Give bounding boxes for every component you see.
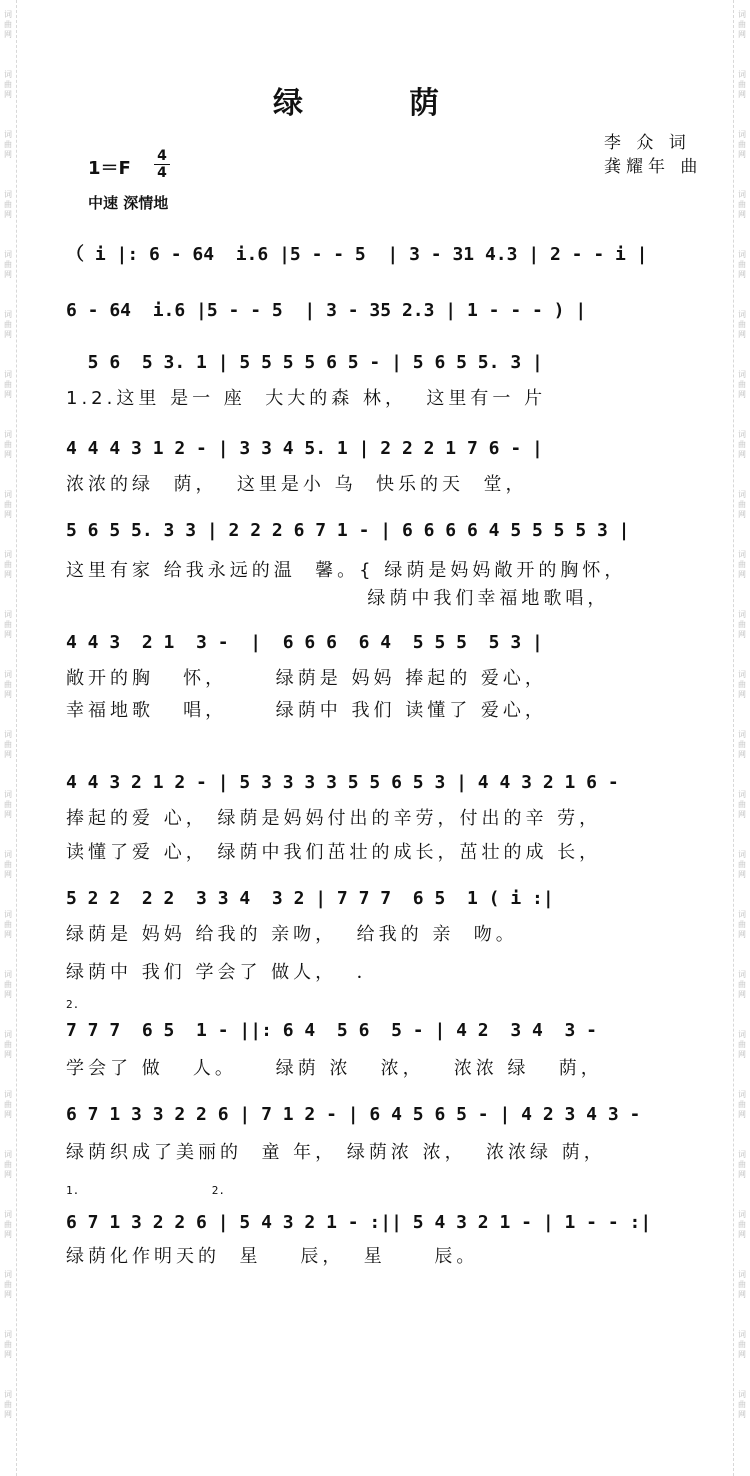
lyric-line: 幸福地歌 唱， 绿荫中 我们 读懂了 爱心， (66, 700, 547, 721)
lyric-line: 这里有家 给我永远的温 馨。{ 绿荫是妈妈敞开的胸怀， (66, 560, 627, 581)
watermark-mark: 词 曲 网 (4, 1150, 12, 1179)
watermark-mark: 词 曲 网 (4, 1390, 12, 1419)
watermark-mark: 词 曲 网 (738, 10, 746, 39)
key-signature: 1＝F (88, 158, 131, 179)
notation-line: 4 4 3 2 1 3 - | 6 6 6 6 4 5 5 5 5 3 | (66, 632, 543, 653)
watermark-mark: 词 曲 网 (4, 310, 12, 339)
notation-line: 7 7 7 6 5 1 - ||: 6 4 5 6 5 - | 4 2 3 4 3 - (66, 1020, 598, 1041)
watermark-mark: 词 曲 网 (4, 850, 12, 879)
watermark-mark: 词 曲 网 (738, 190, 746, 219)
watermark-mark: 词 曲 网 (738, 490, 746, 519)
watermark-mark: 词 曲 网 (4, 70, 12, 99)
watermark-mark: 词 曲 网 (4, 190, 12, 219)
watermark-mark: 词 曲 网 (4, 730, 12, 759)
watermark-mark: 词 曲 网 (738, 1150, 746, 1179)
watermark-mark: 词 曲 网 (4, 1330, 12, 1359)
watermark-mark: 词 曲 网 (738, 550, 746, 579)
watermark-mark: 词 曲 网 (4, 970, 12, 999)
lyric-line: 绿荫是 妈妈 给我的 亲吻， 给我的 亲 吻。 (66, 924, 518, 945)
notation-line: 5 6 5 3. 1 | 5 5 5 5 6 5 - | 5 6 5 5. 3 | (66, 352, 543, 373)
watermark-mark: 词 曲 网 (738, 850, 746, 879)
song-title: 绿 荫 (273, 86, 477, 121)
watermark-mark: 词 曲 网 (738, 1270, 746, 1299)
tempo-marking: 中速 深情地 (88, 194, 169, 212)
watermark-mark: 词 曲 网 (738, 310, 746, 339)
time-signature (154, 148, 170, 181)
meter-bottom: 4 (154, 164, 170, 181)
lyric-line: 绿荫织成了美丽的 童 年， 绿荫浓 浓， 浓浓绿 荫， (66, 1142, 606, 1163)
watermark-mark: 词 曲 网 (4, 1030, 12, 1059)
lyric-line: 捧起的爱 心， 绿荫是妈妈付出的辛劳，付出的辛 劳， (66, 808, 602, 829)
watermark-mark: 词 曲 网 (4, 490, 12, 519)
notation-line: 6 7 1 3 2 2 6 | 5 4 3 2 1 - :|| 5 4 3 2 1 - | 1 - - :| (66, 1212, 652, 1233)
watermark-mark: 词 曲 网 (738, 910, 746, 939)
watermark-mark: 词 曲 网 (4, 1210, 12, 1239)
notation-line: 5 6 5 5. 3 3 | 2 2 2 6 7 1 - | 6 6 6 6 4 5 5 5 5 3 | (66, 520, 630, 541)
watermark-mark: 词 曲 网 (738, 430, 746, 459)
watermark-mark: 词 曲 网 (4, 910, 12, 939)
watermark-mark: 词 曲 网 (738, 730, 746, 759)
lyric-line: 绿荫中我们幸福地歌唱， (66, 588, 610, 609)
watermark-mark: 词 曲 网 (738, 70, 746, 99)
watermark-mark: 词 曲 网 (738, 1330, 746, 1359)
watermark-mark: 词 曲 网 (4, 670, 12, 699)
notation-line: 6 7 1 3 3 2 2 6 | 7 1 2 - | 6 4 5 6 5 - | 4 2 3 4 3 - (66, 1104, 641, 1125)
watermark-mark: 词 曲 网 (4, 130, 12, 159)
watermark-mark: 词 曲 网 (738, 130, 746, 159)
watermark-mark: 词 曲 网 (738, 970, 746, 999)
watermark-mark: 词 曲 网 (738, 1030, 746, 1059)
lyric-line: 读懂了爱 心， 绿荫中我们茁壮的成长，茁壮的成 长， (66, 842, 602, 863)
lyric-line: 绿荫化作明天的 星 辰， 星 辰。 (66, 1246, 479, 1267)
watermark-mark: 词 曲 网 (4, 1090, 12, 1119)
watermark-mark: 词 曲 网 (738, 1390, 746, 1419)
notation-line: 2. (66, 998, 80, 1011)
meter-top: 4 (157, 148, 167, 164)
notation-line: 4 4 3 2 1 2 - | 5 3 3 3 3 5 5 6 5 3 | 4 4 3 2 1 6 - (66, 772, 619, 793)
notation-line: 6 - 64 i.6 |5 - - 5 | 3 - 35 2.3 | 1 - - - ) | (66, 300, 587, 321)
watermark-mark: 词 曲 网 (4, 430, 12, 459)
watermark-mark: 词 曲 网 (4, 550, 12, 579)
lyric-line: 学会了 做 人。 绿荫 浓 浓， 浓浓 绿 荫， (66, 1058, 603, 1079)
lyric-line: 浓浓的绿 荫， 这里是小 乌 快乐的天 堂， (66, 474, 528, 495)
watermark-mark: 词 曲 网 (4, 1270, 12, 1299)
watermark-mark: 词 曲 网 (738, 370, 746, 399)
watermark-mark: 词 曲 网 (4, 610, 12, 639)
watermark-mark: 词 曲 网 (4, 790, 12, 819)
lyric-line: 绿荫中 我们 学会了 做人， ． (66, 962, 379, 983)
watermark-mark: 词 曲 网 (4, 10, 12, 39)
watermark-mark: 词 曲 网 (738, 1090, 746, 1119)
watermark-mark: 词 曲 网 (738, 610, 746, 639)
lyric-line: 敞开的胸 怀， 绿荫是 妈妈 捧起的 爱心， (66, 668, 547, 689)
watermark-mark: 词 曲 网 (738, 1210, 746, 1239)
watermark-mark: 词 曲 网 (738, 250, 746, 279)
watermark-mark: 词 曲 网 (738, 790, 746, 819)
composer-credit: 龚耀年 曲 (604, 157, 703, 177)
watermark-mark: 词 曲 网 (4, 370, 12, 399)
notation-line: 5 2 2 2 2 3 3 4 3 2 | 7 7 7 6 5 1 ( i :| (66, 888, 554, 909)
lyricist-credit: 李 众 词 (604, 133, 691, 153)
watermark-mark: 词 曲 网 (4, 250, 12, 279)
lyric-line: 1.2.这里 是一 座 大大的森 林， 这里有一 片 (66, 388, 547, 409)
notation-line: （ i |: 6 - 64 i.6 |5 - - 5 | 3 - 31 4.3 | 2 - - i | (66, 244, 648, 265)
notation-line: 1. 2. (66, 1184, 225, 1197)
notation-line: 4 4 4 3 1 2 - | 3 3 4 5. 1 | 2 2 2 1 7 6 - | (66, 438, 543, 459)
watermark-mark: 词 曲 网 (738, 670, 746, 699)
